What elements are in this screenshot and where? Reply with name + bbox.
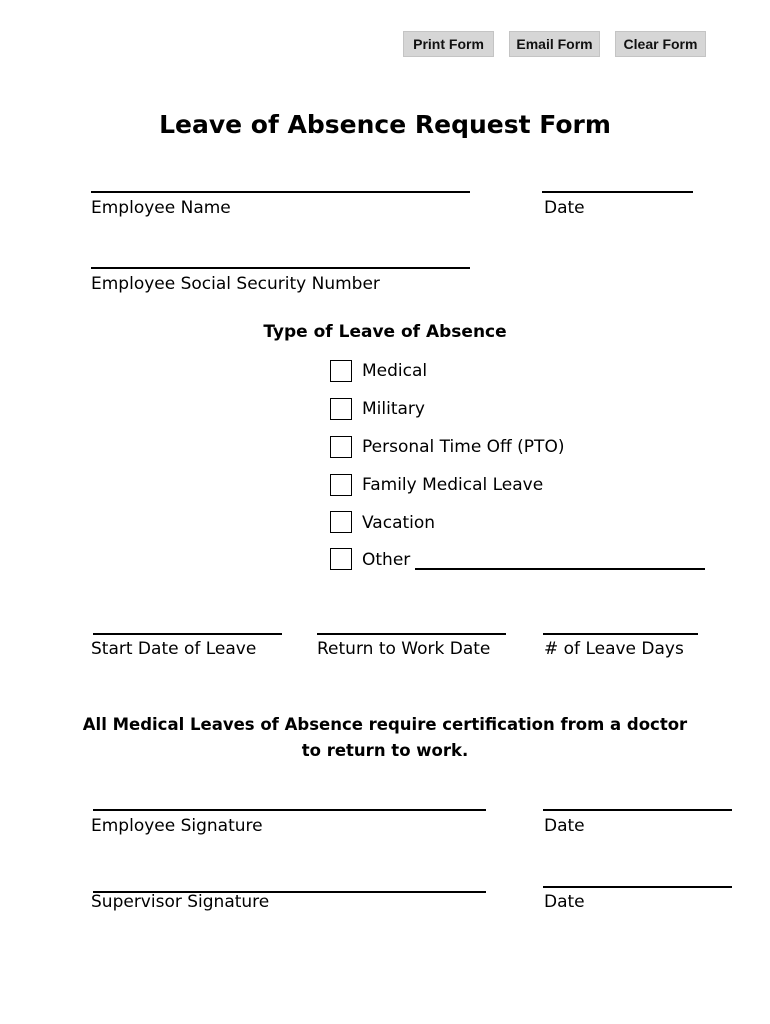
supervisor-signature-date-field[interactable] (543, 886, 732, 888)
medical-label: Medical (362, 361, 428, 381)
request-date-label: Date (544, 198, 585, 218)
leave-days-label: # of Leave Days (544, 639, 684, 659)
start-date-label: Start Date of Leave (91, 639, 257, 659)
employee-name-label: Employee Name (91, 198, 231, 218)
medical-notice-line-2: to return to work. (301, 741, 469, 760)
ssn-field[interactable] (91, 267, 470, 269)
medical-checkbox[interactable] (330, 360, 352, 382)
employee-name-field[interactable] (91, 191, 470, 193)
employee-signature-date-label: Date (544, 816, 585, 836)
request-date-field[interactable] (542, 191, 693, 193)
leave-type-heading: Type of Leave of Absence (263, 322, 507, 342)
email-form-button[interactable]: Email Form (509, 31, 600, 57)
leave-days-field[interactable] (543, 633, 698, 635)
other-text-field[interactable] (415, 568, 705, 570)
military-checkbox[interactable] (330, 398, 352, 420)
pto-checkbox[interactable] (330, 436, 352, 458)
employee-signature-field[interactable] (93, 809, 486, 811)
vacation-label: Vacation (362, 513, 436, 533)
other-checkbox[interactable] (330, 548, 352, 570)
return-date-label: Return to Work Date (317, 639, 491, 659)
start-date-field[interactable] (93, 633, 282, 635)
supervisor-signature-label: Supervisor Signature (91, 892, 270, 912)
medical-notice-line-1: All Medical Leaves of Absence require certification from a doctor (82, 715, 688, 734)
employee-signature-date-field[interactable] (543, 809, 732, 811)
employee-signature-label: Employee Signature (91, 816, 263, 836)
other-label: Other (362, 550, 411, 570)
clear-form-button[interactable]: Clear Form (615, 31, 706, 57)
vacation-checkbox[interactable] (330, 511, 352, 533)
family-medical-leave-checkbox[interactable] (330, 474, 352, 496)
military-label: Military (362, 399, 425, 419)
return-date-field[interactable] (317, 633, 506, 635)
form-title: Leave of Absence Request Form (159, 110, 611, 139)
pto-label: Personal Time Off (PTO) (362, 437, 565, 457)
family-medical-leave-label: Family Medical Leave (362, 475, 544, 495)
print-form-button[interactable]: Print Form (403, 31, 494, 57)
ssn-label: Employee Social Security Number (91, 274, 380, 294)
supervisor-signature-date-label: Date (544, 892, 585, 912)
